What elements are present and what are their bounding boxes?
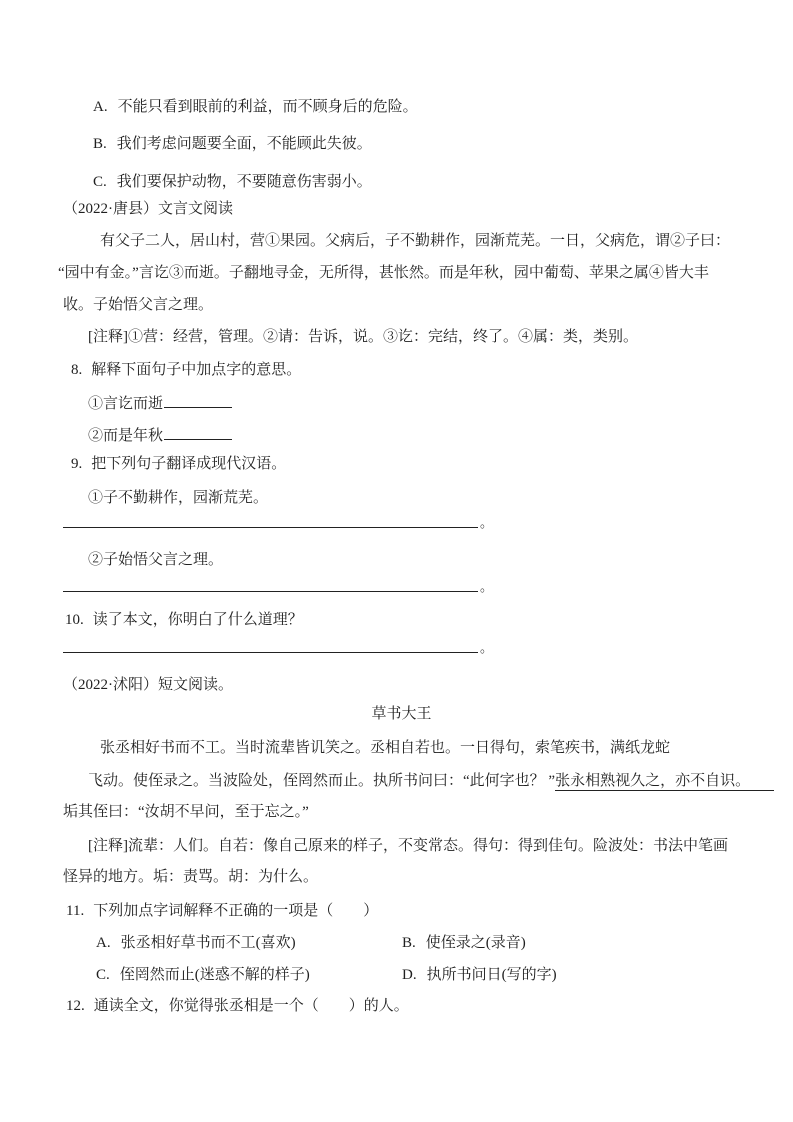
question-8-text: 解释下面句子中加点字的意思。 xyxy=(91,362,302,378)
question-11-text: 下列加点字词解释不正确的一项是（ ） xyxy=(93,903,379,919)
answer-period: 。 xyxy=(480,579,494,594)
passage2-notes-line-1: [注释]流辈：人们。自若：像自己原来的样子，不变常态。得句：得到佳句。险波处：书法中笔画 xyxy=(88,838,728,854)
passage2-notes-line-2: 怪异的地方。垢：责骂。胡：为什么。 xyxy=(63,869,319,885)
question-10-text: 读了本文，你明白了什么道理？ xyxy=(92,612,303,628)
option-a xyxy=(93,96,418,118)
option-c xyxy=(93,171,372,193)
question-11 xyxy=(66,900,378,922)
q8-item-1-text: ①言讫而逝 xyxy=(88,396,164,412)
q11-option-d xyxy=(402,964,557,986)
q11-option-c-text: 侄罔然而止(迷惑不解的样子) xyxy=(119,967,310,983)
q11-option-c xyxy=(96,964,310,986)
question-8-number: 8. xyxy=(71,362,83,378)
q8-item-2 xyxy=(88,424,232,447)
section1-header: （2022·唐县）文言文阅读 xyxy=(63,201,233,217)
q11-option-b-text: 使侄录之(录音) xyxy=(425,935,526,951)
q10-answer-line xyxy=(63,635,493,660)
q9-item-2-text: ②子始悟父言之理。 xyxy=(88,552,224,568)
q11-option-b xyxy=(402,932,526,954)
question-11-number: 11. xyxy=(66,903,85,919)
q8-item-2-text: ②而是年秋 xyxy=(88,428,164,444)
question-9-text: 把下列句子翻译成现代汉语。 xyxy=(91,456,287,472)
option-a-label: A. xyxy=(93,99,108,115)
q11-option-b-label: B. xyxy=(402,935,416,951)
option-c-label: C. xyxy=(93,174,107,190)
question-10 xyxy=(65,609,303,631)
question-10-number: 10. xyxy=(65,612,84,628)
question-9 xyxy=(71,453,286,475)
answer-period: 。 xyxy=(480,515,494,530)
answer-underline xyxy=(63,510,478,528)
question-12 xyxy=(66,995,409,1017)
q8-item-1-blank-underline xyxy=(164,392,232,408)
question-8 xyxy=(71,359,301,381)
q9-answer-line-1 xyxy=(63,510,493,535)
passage1-line-2: “园中有金。”言讫③而逝。子翻地寻金，无所得，甚怅然。而是年秋，园中葡萄、苹果之属④皆大丰 xyxy=(58,265,709,281)
q11-option-d-label: D. xyxy=(402,967,417,983)
passage2-line-2 xyxy=(88,770,774,792)
q11-option-a xyxy=(96,932,296,954)
section2-header: （2022·沭阳）短文阅读。 xyxy=(63,677,233,693)
q9-item-1-text: ①子不勤耕作，园渐荒芜。 xyxy=(88,490,269,506)
q11-option-a-label: A. xyxy=(96,935,111,951)
passage2-line-2-pre: 飞动。使侄录之。当波险处，侄罔然而止。执所书问曰：“此何字也？ ” xyxy=(88,773,556,789)
q11-option-d-text: 执所书问日(写的字) xyxy=(426,967,557,983)
answer-underline xyxy=(63,635,478,653)
answer-period: 。 xyxy=(480,640,494,655)
option-c-text: 我们要保护动物，不要随意伤害弱小。 xyxy=(116,174,372,190)
passage2-line-1: 张丞相好书而不工。当时流辈皆讥笑之。丞相自若也。一日得句，索笔疾书，满纸龙蛇 xyxy=(100,740,671,756)
option-a-text: 不能只看到眼前的利益，而不顾身后的危险。 xyxy=(117,99,418,115)
passage1-line-1: 有父子二人，居山村，营①果园。父病后，子不勤耕作，园渐荒芜。一日，父病危，谓②子曰： xyxy=(100,233,731,249)
q9-answer-line-2 xyxy=(63,574,493,599)
question-12-text: 通读全文，你觉得张丞相是一个（ ）的人。 xyxy=(93,998,409,1014)
question-9-number: 9. xyxy=(71,456,83,472)
option-b xyxy=(93,133,372,155)
passage1-notes: [注释]①营：经营，管理。②请：告诉，说。③讫：完结，终了。④属：类，类别。 xyxy=(88,329,638,345)
q8-item-2-blank-underline xyxy=(164,424,232,440)
passage2-title: 草书大王 xyxy=(371,706,432,722)
passage1-line-3: 收。子始悟父言之理。 xyxy=(63,297,214,313)
q11-option-a-text: 张丞相好草书而不工(喜欢) xyxy=(120,935,296,951)
underlined-sentence: 张永相熟视久之，亦不自识。 xyxy=(555,773,774,791)
answer-underline xyxy=(63,574,478,592)
passage2-line-3: 垢其侄曰：“汝胡不早问，至于忘之。” xyxy=(63,804,309,820)
option-b-text: 我们考虑问题要全面，不能顾此失彼。 xyxy=(116,136,372,152)
option-b-label: B. xyxy=(93,136,107,152)
q8-item-1 xyxy=(88,392,232,415)
question-12-number: 12. xyxy=(66,998,85,1014)
q11-option-c-label: C. xyxy=(96,967,110,983)
